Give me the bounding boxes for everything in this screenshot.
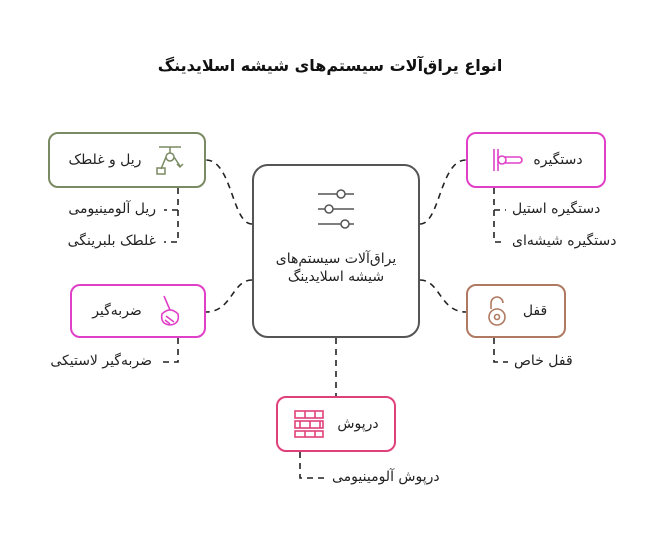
node-bumper-label: ضربه‌گیر xyxy=(92,303,142,319)
handle-icon xyxy=(489,146,523,174)
node-handle xyxy=(466,132,606,188)
node-rail-label: ریل و غلطک xyxy=(68,152,142,168)
node-frame-label: درپوش xyxy=(337,416,379,432)
lock-item-1: قفل خاص xyxy=(514,353,573,369)
diagram-title: انواع یراق‌آلات سیستم‌های شیشه اسلایدینگ xyxy=(157,56,503,75)
brick-wall-icon xyxy=(293,409,325,439)
node-lock-label: قفل xyxy=(522,303,548,319)
connector-rail-sub xyxy=(164,188,178,242)
connector-bumper-sub xyxy=(160,338,178,362)
node-lock xyxy=(466,284,566,338)
frame-item-1: درپوش آلومینیومی xyxy=(332,469,440,485)
center-node xyxy=(252,164,420,338)
bumper-icon xyxy=(156,294,184,328)
pulley-icon xyxy=(155,144,185,176)
rail-item-1: ریل آلومینیومی xyxy=(68,201,156,217)
bumper-item-1: ضربه‌گیر لاستیکی xyxy=(50,353,152,369)
node-bumper xyxy=(70,284,206,338)
connector-lock xyxy=(420,280,466,312)
connector-handle xyxy=(420,160,466,224)
connector-lock-sub xyxy=(494,338,508,362)
connector-handle-sub xyxy=(494,188,506,242)
handle-item-2: دستگیره شیشه‌ای xyxy=(512,233,617,249)
rail-item-2: غلطک بلبرینگی xyxy=(67,233,156,249)
connector-frame-sub xyxy=(300,452,326,478)
padlock-icon xyxy=(485,295,509,327)
connector-rail xyxy=(206,160,252,224)
sliders-icon xyxy=(312,186,360,232)
node-frame xyxy=(276,396,396,452)
node-handle-label: دستگیره xyxy=(533,152,583,168)
handle-item-1: دستگیره استیل xyxy=(512,201,601,217)
center-label: یراق‌آلات سیستم‌های شیشه اسلایدینگ xyxy=(275,251,397,285)
connector-bumper xyxy=(206,280,252,312)
node-rail xyxy=(48,132,206,188)
